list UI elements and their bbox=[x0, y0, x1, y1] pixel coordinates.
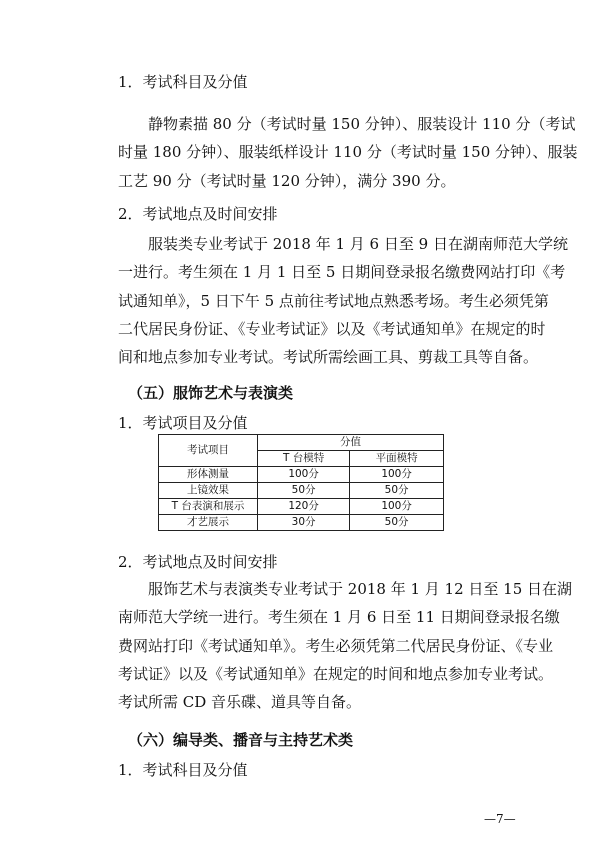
cell-p-score: 50分 bbox=[350, 483, 444, 499]
item5-1-heading: 1．考试项目及分值 bbox=[118, 414, 248, 432]
cell-item: T 台表演和展示 bbox=[159, 499, 258, 515]
item1-heading: 1．考试科目及分值 bbox=[118, 73, 248, 91]
item6-1-heading: 1．考试科目及分值 bbox=[118, 761, 248, 779]
cell-p-score: 50分 bbox=[350, 515, 444, 531]
paragraph-line: 服装类专业考试于 2018 年 1 月 6 日至 9 日在湖南师范大学统 bbox=[148, 235, 568, 253]
column-header-t-model: T 台模特 bbox=[258, 451, 350, 467]
paragraph-line: 考试所需 CD 音乐碟、道具等自备。 bbox=[118, 693, 362, 712]
section5-heading: （五）服饰艺术与表演类 bbox=[128, 384, 294, 402]
paragraph-line: 时量 180 分钟）、服装纸样设计 110 分（考试时量 150 分钟）、服装 bbox=[118, 143, 578, 162]
item2-paragraph bbox=[118, 230, 568, 371]
table-row bbox=[159, 483, 444, 499]
column-header-item: 考试项目 bbox=[159, 435, 258, 467]
paragraph-line: 一进行。考生须在 1 月 1 日至 5 日期间登录报名缴费网站打印《考 bbox=[118, 263, 566, 282]
paragraph-line: 服饰艺术与表演类专业考试于 2018 年 1 月 12 日至 15 日在湖 bbox=[148, 580, 573, 598]
paragraph-line: 南师范大学统一进行。考生须在 1 月 6 日至 11 日期间登录报名缴 bbox=[118, 608, 560, 627]
cell-t-score: 30分 bbox=[258, 515, 350, 531]
cell-t-score: 120分 bbox=[258, 499, 350, 515]
table-row bbox=[159, 515, 444, 531]
table-row bbox=[159, 499, 444, 515]
cell-item: 形体测量 bbox=[159, 467, 258, 483]
cell-t-score: 50分 bbox=[258, 483, 350, 499]
section6-heading: （六）编导类、播音与主持艺术类 bbox=[128, 731, 354, 749]
score-table bbox=[158, 434, 444, 531]
item1-paragraph bbox=[118, 110, 578, 195]
paragraph-line: 工艺 90 分（考试时量 120 分钟），满分 390 分。 bbox=[118, 171, 456, 190]
paragraph-line: 考试证》以及《考试通知单》在规定的时间和地点参加专业考试。 bbox=[118, 664, 554, 683]
table-row bbox=[159, 467, 444, 483]
paragraph-line: 费网站打印《考试通知单》。考生必须凭第二代居民身份证、《专业 bbox=[118, 636, 554, 655]
cell-item: 上镜效果 bbox=[159, 483, 258, 499]
item5-2-paragraph bbox=[118, 575, 573, 716]
cell-item: 才艺展示 bbox=[159, 515, 258, 531]
paragraph-line: 二代居民身份证、《专业考试证》以及《考试通知单》在规定的时 bbox=[118, 319, 546, 338]
item2-heading: 2．考试地点及时间安排 bbox=[118, 205, 278, 223]
table-header-row bbox=[159, 435, 444, 451]
paragraph-line: 静物素描 80 分（考试时量 150 分钟）、服装设计 110 分（考试 bbox=[148, 115, 576, 133]
cell-p-score: 100分 bbox=[350, 499, 444, 515]
column-header-print-model: 平面模特 bbox=[350, 451, 444, 467]
cell-p-score: 100分 bbox=[350, 467, 444, 483]
item5-2-heading: 2．考试地点及时间安排 bbox=[118, 553, 278, 571]
cell-t-score: 100分 bbox=[258, 467, 350, 483]
column-header-score: 分值 bbox=[258, 435, 444, 451]
paragraph-line: 间和地点参加专业考试。考试所需绘画工具、剪裁工具等自备。 bbox=[118, 348, 539, 367]
paragraph-line: 试通知单》，5 日下午 5 点前往考试地点熟悉考场。考生必须凭第 bbox=[118, 291, 549, 310]
page-number: —7— bbox=[484, 812, 516, 826]
